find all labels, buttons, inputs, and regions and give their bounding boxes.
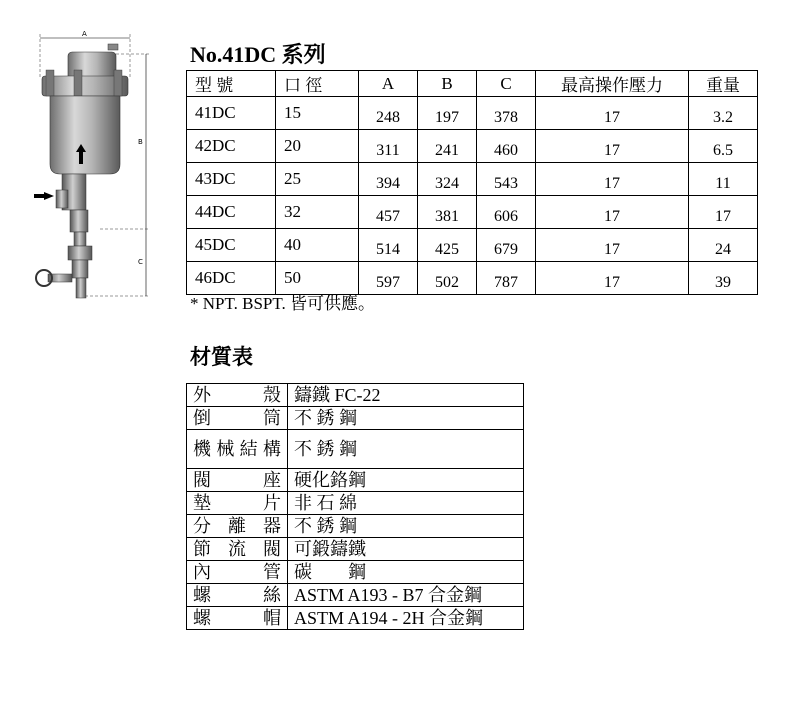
material-value: 不 銹 鋼 [288, 407, 524, 430]
material-part: 分離器 [187, 515, 288, 538]
cell-a: 514 [359, 229, 418, 262]
dim-b-label: B [138, 138, 143, 146]
material-part: 內管 [187, 561, 288, 584]
table-row [187, 430, 524, 469]
dim-c-label: C [138, 258, 143, 266]
cell-weight: 3.2 [689, 97, 758, 130]
table-row [187, 515, 524, 538]
table-row [187, 561, 524, 584]
cell-model: 41DC [187, 97, 276, 130]
cell-c: 679 [477, 229, 536, 262]
cell-model: 44DC [187, 196, 276, 229]
table-row [187, 538, 524, 561]
material-value: ASTM A194 - 2H 合金鋼 [288, 607, 524, 630]
cell-weight: 11 [689, 163, 758, 196]
cell-c: 787 [477, 262, 536, 295]
series-title: No.41DC 系列 [190, 42, 326, 67]
material-value: ASTM A193 - B7 合金鋼 [288, 584, 524, 607]
header-c: C [477, 71, 536, 97]
cell-weight: 6.5 [689, 130, 758, 163]
steam-trap-drawing [20, 24, 170, 304]
cell-size: 20 [276, 130, 359, 163]
cell-pressure: 17 [536, 130, 689, 163]
dim-a-label: A [82, 30, 87, 38]
material-part: 閥座 [187, 469, 288, 492]
material-value: 鑄鐵 FC-22 [288, 384, 524, 407]
material-part: 外殼 [187, 384, 288, 407]
material-part: 倒筒 [187, 407, 288, 430]
cell-weight: 39 [689, 262, 758, 295]
table-row [187, 469, 524, 492]
table-row [187, 130, 758, 163]
material-part: 機械結構 [187, 430, 288, 469]
header-a: A [359, 71, 418, 97]
cell-a: 394 [359, 163, 418, 196]
table-row [187, 584, 524, 607]
union-fitting [68, 246, 92, 260]
material-value: 硬化鉻鋼 [288, 469, 524, 492]
table-row [187, 407, 524, 430]
cell-a: 597 [359, 262, 418, 295]
header-model: 型 號 [187, 71, 276, 97]
cell-size: 32 [276, 196, 359, 229]
table-row [187, 196, 758, 229]
spec-table [186, 70, 758, 295]
cell-c: 606 [477, 196, 536, 229]
header-max-pressure: 最高操作壓力 [536, 71, 689, 97]
cell-size: 25 [276, 163, 359, 196]
cell-a: 457 [359, 196, 418, 229]
table-row [187, 229, 758, 262]
cell-b: 381 [418, 196, 477, 229]
material-part: 螺帽 [187, 607, 288, 630]
table-row [187, 492, 524, 515]
cell-model: 43DC [187, 163, 276, 196]
cell-size: 40 [276, 229, 359, 262]
cell-pressure: 17 [536, 97, 689, 130]
cell-pressure: 17 [536, 229, 689, 262]
table-row [187, 97, 758, 130]
material-value: 非 石 綿 [288, 492, 524, 515]
cell-model: 45DC [187, 229, 276, 262]
material-value: 可鍛鑄鐵 [288, 538, 524, 561]
material-value: 不 銹 鋼 [288, 430, 524, 469]
cell-weight: 17 [689, 196, 758, 229]
cell-size: 50 [276, 262, 359, 295]
cell-weight: 24 [689, 229, 758, 262]
material-title: 材質表 [190, 345, 253, 369]
cell-model: 42DC [187, 130, 276, 163]
cell-b: 502 [418, 262, 477, 295]
cell-pressure: 17 [536, 262, 689, 295]
cell-b: 425 [418, 229, 477, 262]
cell-a: 248 [359, 97, 418, 130]
cell-b: 197 [418, 97, 477, 130]
cell-b: 241 [418, 130, 477, 163]
material-part: 螺絲 [187, 584, 288, 607]
material-value: 碳 鋼 [288, 561, 524, 584]
cell-c: 378 [477, 97, 536, 130]
inlet-port [56, 190, 68, 208]
spec-header-row [187, 71, 758, 97]
inlet-arrow-icon [34, 192, 54, 200]
cell-pressure: 17 [536, 196, 689, 229]
cell-size: 15 [276, 97, 359, 130]
cell-a: 311 [359, 130, 418, 163]
trap-body [50, 96, 120, 174]
material-part: 墊片 [187, 492, 288, 515]
cell-c: 543 [477, 163, 536, 196]
cell-model: 46DC [187, 262, 276, 295]
table-row [187, 384, 524, 407]
header-b: B [418, 71, 477, 97]
cell-c: 460 [477, 130, 536, 163]
header-size: 口 徑 [276, 71, 359, 97]
material-table [186, 383, 524, 630]
table-row [187, 163, 758, 196]
material-value: 不 銹 鋼 [288, 515, 524, 538]
table-row [187, 607, 524, 630]
material-part: 節流閥 [187, 538, 288, 561]
cell-b: 324 [418, 163, 477, 196]
footnote: * NPT. BSPT. 皆可供應。 [190, 294, 375, 313]
header-weight: 重量 [689, 71, 758, 97]
cell-pressure: 17 [536, 163, 689, 196]
